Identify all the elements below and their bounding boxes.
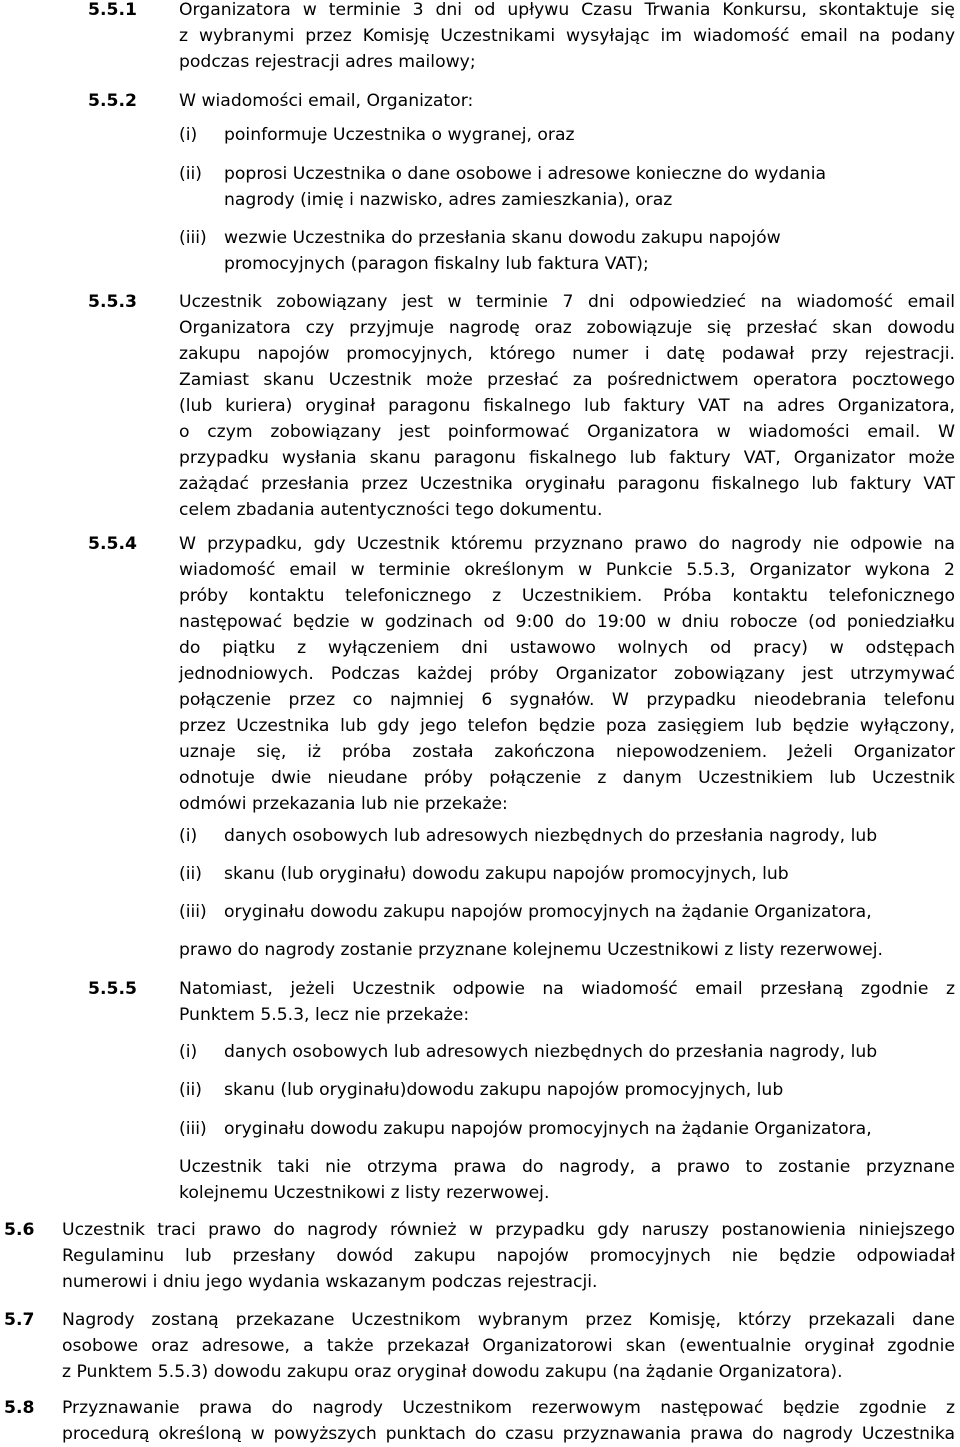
text-line: procedurą określoną w powyższych punktach do czasu przyznawania prawa do nagrody Uczestnika — [62, 1424, 955, 1444]
text-line: Natomiast, jeżeli Uczestnik odpowie na wiadomość email przesłaną zgodnie z — [179, 979, 955, 999]
text-line: następować będzie w godzinach od 9:00 do 19:00 w dniu robocze (od poniedziałku — [179, 612, 955, 632]
item-number: (i) — [179, 1042, 198, 1062]
text-line: o czym zobowiązany jest poinformować Organizatora w wiadomości email. W — [179, 422, 955, 442]
text-line: promocyjnych (paragon fiskalny lub faktura VAT); — [224, 254, 649, 274]
text-line: Regulaminu lub przesłany dowód zakupu napojów promocyjnych nie będzie odpowiadał — [62, 1246, 955, 1266]
item-text: danych osobowych lub adresowych niezbędnych do przesłania nagrody, lub — [224, 826, 878, 846]
section-text: W wiadomości email, Organizator: — [179, 91, 474, 111]
text-line: przez Uczestnika lub gdy jego telefon będzie poza zasięgiem lub będzie wyłączony, — [179, 716, 955, 736]
closing-text — [179, 1154, 955, 1206]
section-number: 5.6 — [4, 1220, 35, 1240]
item-text: skanu (lub oryginału)dowodu zakupu napojów promocyjnych, lub — [224, 1080, 784, 1100]
item-number: (ii) — [179, 164, 202, 184]
text-line: zażądać przesłania przez Uczestnika oryginału paragonu fiskalnego lub faktury VAT — [179, 474, 955, 494]
section-text — [179, 531, 955, 817]
text-line: Uczestnik traci prawo do nagrody również w przypadku gdy naruszy postanowienia niniejszego — [62, 1220, 955, 1240]
section-number: 5.8 — [4, 1398, 35, 1418]
text-line: odnotuje dwie nieudane próby połączenie z danym Uczestnikiem lub Uczestnik — [179, 768, 955, 788]
text-line: z Punktem 5.5.3) dowodu zakupu oraz oryginał dowodu zakupu (na żądanie Organizatora). — [62, 1362, 843, 1382]
item-number: (i) — [179, 125, 198, 145]
item-number: (i) — [179, 826, 198, 846]
text-line: podczas rejestracji adres mailowy; — [179, 52, 476, 72]
section-number: 5.5.4 — [88, 534, 137, 554]
text-line: celem zbadania autentyczności tego dokumentu. — [179, 500, 603, 520]
text-line: wiadomość email w terminie określonym w Punkcie 5.5.3, Organizator wykona 2 — [179, 560, 955, 580]
item-text — [224, 161, 924, 213]
text-line: wezwie Uczestnika do przesłania skanu dowodu zakupu napojów — [224, 228, 781, 248]
text-line: przypadku wysłania skanu paragonu fiskalnego lub faktury VAT, Organizator może — [179, 448, 955, 468]
item-text — [224, 122, 924, 148]
text-line: kolejnemu Uczestnikowi z listy rezerwowej. — [179, 1183, 550, 1203]
text-line: poprosi Uczestnika o dane osobowe i adresowe konieczne do wydania — [224, 164, 826, 184]
text-line: Organizatora czy przyjmuje nagrodę oraz zobowiązuje się przesłać skan dowodu — [179, 318, 955, 338]
section-text — [179, 289, 955, 523]
text-line: Przyznawanie prawa do nagrody Uczestnikom rezerwowym następować będzie zgodnie z — [62, 1398, 955, 1418]
item-number: (iii) — [179, 1119, 207, 1139]
text-line: uznaje się, iż próba została zakończona niepowodzeniem. Jeżeli Organizator — [179, 742, 955, 762]
text-line: połączenie przez co najmniej 6 sygnałów. W przypadku nieodebrania telefonu — [179, 690, 955, 710]
section-number: 5.5.1 — [88, 0, 137, 20]
text-line: Organizatora w terminie 3 dni od upływu Czasu Trwania Konkursu, skontaktuje się — [179, 0, 955, 20]
item-text — [224, 225, 924, 277]
section-number: 5.5.2 — [88, 91, 137, 111]
text-line: z wybranymi przez Komisję Uczestnikami wysyłając im wiadomość email na podany — [179, 26, 955, 46]
text-line: jednodniowych. Podczas każdej próby Organizator zobowiązany jest utrzymywać — [179, 664, 955, 684]
item-number: (iii) — [179, 902, 207, 922]
text-line: numerowi i dniu jego wydania wskazanym podczas rejestracji. — [62, 1272, 598, 1292]
text-line: Nagrody zostaną przekazane Uczestnikom wybranym przez Komisję, którzy przekazali dane — [62, 1310, 955, 1330]
section-text — [179, 976, 955, 1028]
section-text — [62, 1217, 955, 1295]
text-line: próby kontaktu telefonicznego z Uczestnikiem. Próba kontaktu telefonicznego — [179, 586, 955, 606]
text-line: zakupu napojów promocyjnych, którego numer i datę podawał przy rejestracji. — [179, 344, 955, 364]
text-line: do piątku z wyłączeniem dni ustawowo wolnych od pracy) w odstępach — [179, 638, 955, 658]
text-line: poinformuje Uczestnika o wygranej, oraz — [224, 125, 575, 145]
text-line: W przypadku, gdy Uczestnik któremu przyznano prawo do nagrody nie odpowie na — [179, 534, 955, 554]
text-line: osobowe oraz adresowe, a także przekazał Organizatorowi skan (ewentualnie oryginał zgodnie — [62, 1336, 955, 1356]
text-line: Uczestnik zobowiązany jest w terminie 7 dni odpowiedzieć na wiadomość email — [179, 292, 955, 312]
item-number: (ii) — [179, 864, 202, 884]
text-line: Uczestnik taki nie otrzyma prawa do nagrody, a prawo to zostanie przyznane — [179, 1157, 955, 1177]
text-line: nagrody (imię i nazwisko, adres zamieszkania), oraz — [224, 190, 673, 210]
section-text — [62, 1395, 955, 1447]
item-text: oryginału dowodu zakupu napojów promocyjnych na żądanie Organizatora, — [224, 1119, 872, 1139]
text-line: Punktem 5.5.3, lecz nie przekaże: — [179, 1005, 470, 1025]
text-line: (lub kuriera) oryginał paragonu fiskalnego lub faktury VAT na adres Organizatora, — [179, 396, 955, 416]
closing-text: prawo do nagrody zostanie przyznane kolejnemu Uczestnikowi z listy rezerwowej. — [179, 940, 883, 960]
item-number: (ii) — [179, 1080, 202, 1100]
section-text — [179, 0, 955, 75]
text-line: odmówi przekazania lub nie przekaże: — [179, 794, 508, 814]
text-line: Zamiast skanu Uczestnik może przesłać za pośrednictwem operatora pocztowego — [179, 370, 955, 390]
item-text: danych osobowych lub adresowych niezbędnych do przesłania nagrody, lub — [224, 1042, 878, 1062]
item-number: (iii) — [179, 228, 207, 248]
item-text: oryginału dowodu zakupu napojów promocyjnych na żądanie Organizatora, — [224, 902, 872, 922]
section-number: 5.5.5 — [88, 979, 137, 999]
section-text — [62, 1307, 955, 1385]
section-number: 5.7 — [4, 1310, 35, 1330]
item-text: skanu (lub oryginału) dowodu zakupu napojów promocyjnych, lub — [224, 864, 789, 884]
section-number: 5.5.3 — [88, 292, 137, 312]
